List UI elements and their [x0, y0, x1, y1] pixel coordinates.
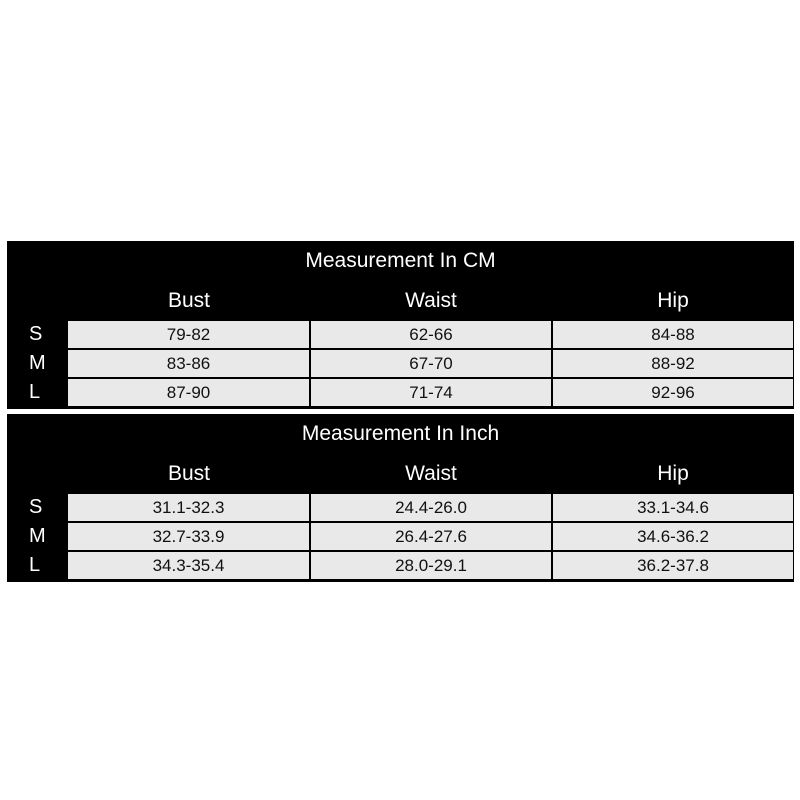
table-title: Measurement In Inch	[301, 422, 500, 445]
hip-value: 84-88	[553, 321, 793, 348]
hip-value: 88-92	[553, 350, 793, 377]
column-header-hip: Hip	[657, 462, 689, 485]
waist-value: 67-70	[311, 350, 551, 377]
waist-value: 24.4-26.0	[311, 494, 551, 521]
waist-value: 28.0-29.1	[311, 552, 551, 579]
table-row	[7, 551, 794, 580]
hip-value: 34.6-36.2	[553, 523, 793, 550]
header-row	[7, 281, 794, 320]
column-header-bust: Bust	[167, 289, 211, 312]
column-header-hip: Hip	[657, 289, 689, 312]
table-title: Measurement In CM	[305, 249, 496, 272]
size-label: S	[29, 323, 43, 345]
column-header-waist: Waist	[405, 289, 457, 312]
table-row	[7, 320, 794, 349]
waist-value: 26.4-27.6	[311, 523, 551, 550]
waist-value: 71-74	[311, 379, 551, 406]
bust-value: 32.7-33.9	[68, 523, 309, 550]
column-header-bust: Bust	[167, 462, 211, 485]
size-chart-inch	[7, 414, 794, 582]
header-row	[7, 454, 794, 493]
column-header-waist: Waist	[405, 462, 457, 485]
table-row	[7, 349, 794, 378]
hip-value: 92-96	[553, 379, 793, 406]
table-row	[7, 378, 794, 407]
size-chart-cm	[7, 241, 794, 409]
size-label: S	[29, 496, 43, 518]
bust-value: 87-90	[68, 379, 309, 406]
size-label: L	[29, 554, 41, 576]
bust-value: 34.3-35.4	[68, 552, 309, 579]
bust-value: 83-86	[68, 350, 309, 377]
size-label: L	[29, 381, 41, 403]
hip-value: 36.2-37.8	[553, 552, 793, 579]
hip-value: 33.1-34.6	[553, 494, 793, 521]
table-row	[7, 493, 794, 522]
bust-value: 79-82	[68, 321, 309, 348]
table-row	[7, 522, 794, 551]
size-label: M	[29, 525, 46, 547]
waist-value: 62-66	[311, 321, 551, 348]
size-label: M	[29, 352, 46, 374]
bust-value: 31.1-32.3	[68, 494, 309, 521]
